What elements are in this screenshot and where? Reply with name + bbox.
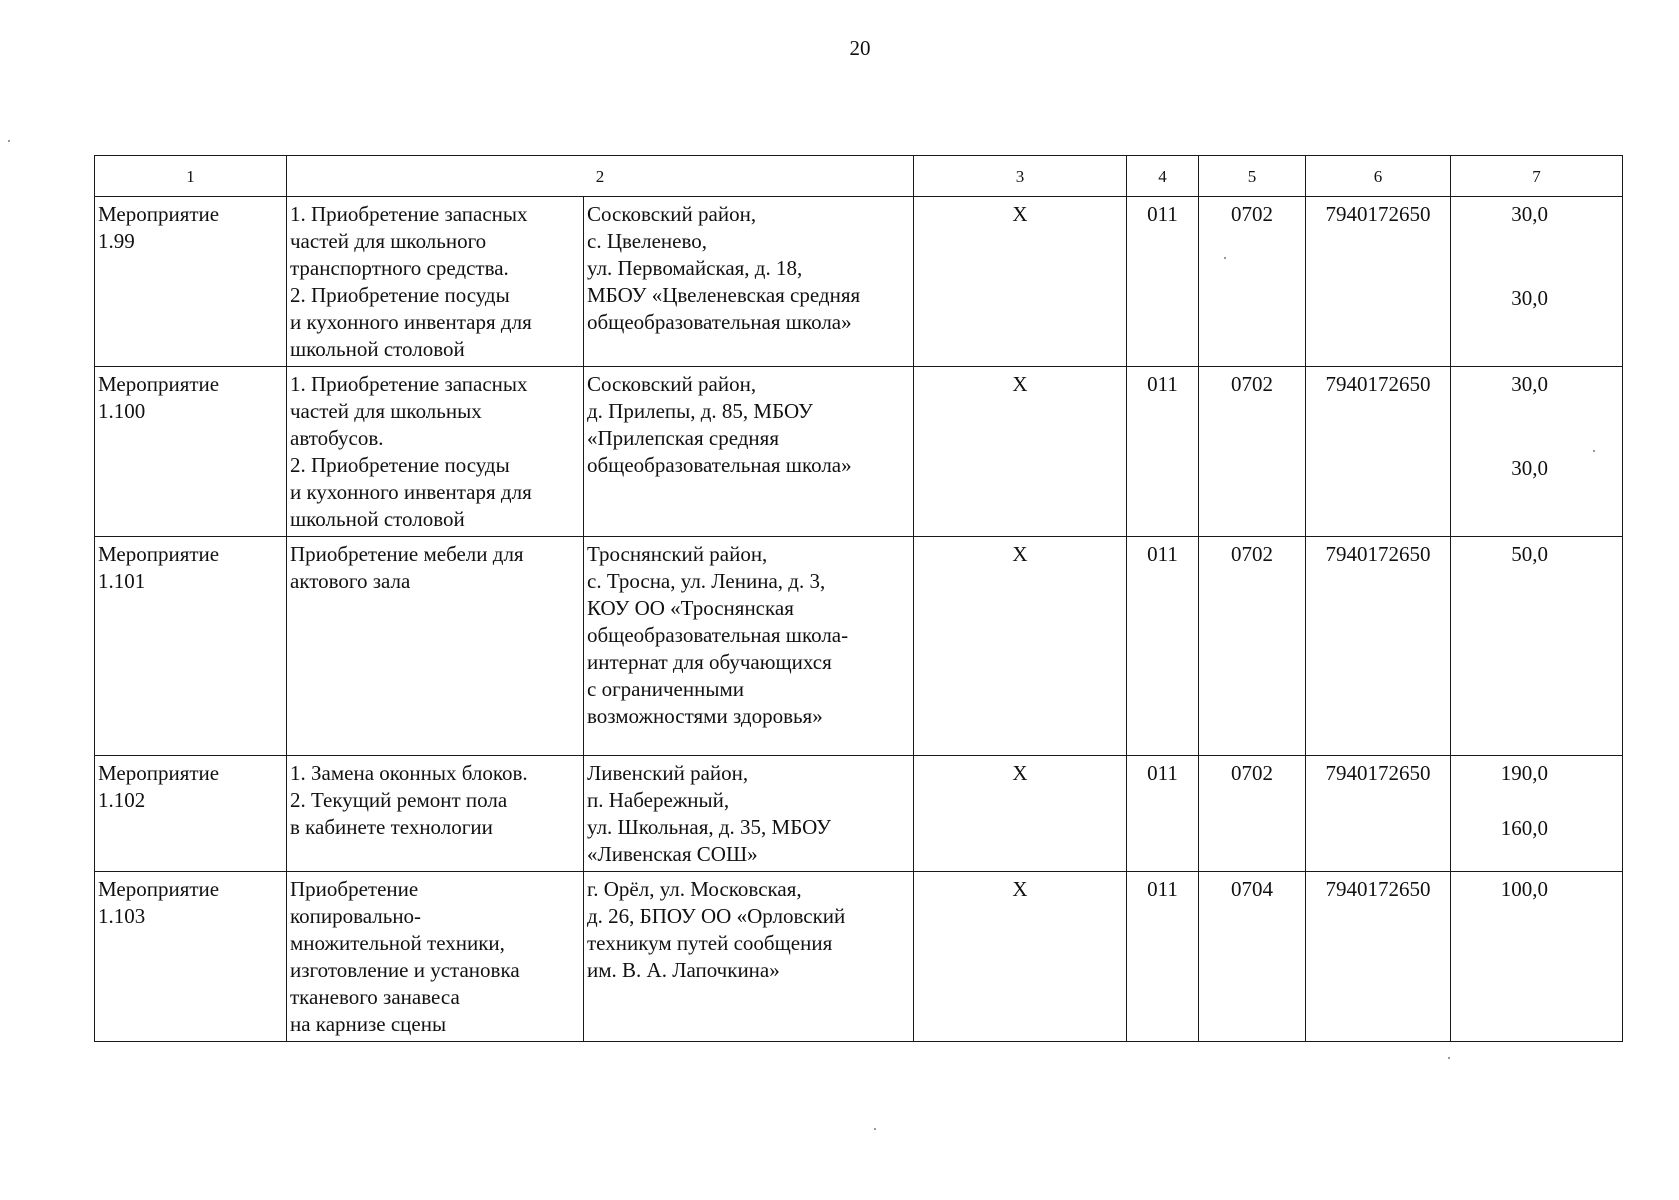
event-cell bbox=[95, 872, 287, 1042]
address-line: «Прилепская средняя bbox=[587, 426, 779, 450]
section-cell: 0704 bbox=[1199, 872, 1306, 1042]
description-line: 1. Приобретение запасных bbox=[290, 202, 528, 226]
description-line: школьной столовой bbox=[290, 507, 465, 531]
description-line: Приобретение bbox=[290, 877, 419, 901]
table-row bbox=[95, 367, 1623, 537]
description-line: 1. Приобретение запасных bbox=[290, 372, 528, 396]
description-line: копировально- bbox=[290, 904, 422, 928]
description-cell bbox=[287, 367, 584, 537]
address-cell bbox=[584, 872, 914, 1042]
event-label: Мероприятие bbox=[98, 372, 220, 396]
target-item-cell: 7940172650 bbox=[1306, 537, 1451, 756]
description-line: частей для школьных bbox=[290, 399, 482, 423]
description-line: на карнизе сцены bbox=[290, 1012, 447, 1036]
description-cell bbox=[287, 197, 584, 367]
target-item-cell: 7940172650 bbox=[1306, 756, 1451, 872]
amount-value: 30,0 bbox=[1511, 202, 1548, 226]
event-cell bbox=[95, 197, 287, 367]
header-col-4: 4 bbox=[1127, 156, 1199, 197]
description-line: и кухонного инвентаря для bbox=[290, 480, 532, 504]
code-cell: 011 bbox=[1127, 367, 1199, 537]
section-cell: 0702 bbox=[1199, 756, 1306, 872]
description-cell bbox=[287, 756, 584, 872]
mark-cell: Х bbox=[914, 537, 1127, 756]
event-cell bbox=[95, 537, 287, 756]
scan-speck bbox=[1224, 257, 1226, 259]
address-line: с. Тросна, ул. Ленина, д. 3, bbox=[587, 569, 826, 593]
amount-value: 160,0 bbox=[1500, 816, 1548, 840]
table-body bbox=[95, 197, 1623, 1042]
event-label: 1.101 bbox=[98, 569, 146, 593]
description-cell bbox=[287, 537, 584, 756]
event-label: 1.100 bbox=[98, 399, 146, 423]
scan-speck bbox=[1593, 450, 1595, 452]
table-row bbox=[95, 872, 1623, 1042]
address-line: г. Орёл, ул. Московская, bbox=[587, 877, 802, 901]
description-line: школьной столовой bbox=[290, 337, 465, 361]
table-row bbox=[95, 197, 1623, 367]
header-col-7: 7 bbox=[1451, 156, 1623, 197]
table-row bbox=[95, 537, 1623, 756]
mark-cell: Х bbox=[914, 872, 1127, 1042]
scan-speck bbox=[874, 1128, 876, 1130]
event-label: 1.99 bbox=[98, 229, 135, 253]
amount-cell bbox=[1451, 367, 1623, 537]
code-cell: 011 bbox=[1127, 197, 1199, 367]
address-line: им. В. А. Лапочкина» bbox=[587, 958, 780, 982]
header-col-1: 1 bbox=[95, 156, 287, 197]
amount-cell bbox=[1451, 537, 1623, 756]
section-cell: 0702 bbox=[1199, 367, 1306, 537]
description-line: и кухонного инвентаря для bbox=[290, 310, 532, 334]
description-line: частей для школьного bbox=[290, 229, 487, 253]
header-col-3: 3 bbox=[914, 156, 1127, 197]
section-cell: 0702 bbox=[1199, 537, 1306, 756]
address-cell bbox=[584, 537, 914, 756]
event-label: Мероприятие bbox=[98, 202, 220, 226]
address-line: д. Прилепы, д. 85, МБОУ bbox=[587, 399, 813, 423]
description-line: транспортного средства. bbox=[290, 256, 509, 280]
event-label: Мероприятие bbox=[98, 542, 220, 566]
amount-cell bbox=[1451, 872, 1623, 1042]
description-line: изготовление и установка bbox=[290, 958, 520, 982]
address-cell bbox=[584, 197, 914, 367]
section-cell: 0702 bbox=[1199, 197, 1306, 367]
address-cell bbox=[584, 367, 914, 537]
address-line: Троснянский район, bbox=[587, 542, 768, 566]
page-number: 20 bbox=[849, 36, 871, 60]
description-line: множительной техники, bbox=[290, 931, 505, 955]
header-col-2: 2 bbox=[287, 156, 914, 197]
event-cell bbox=[95, 367, 287, 537]
mark-cell: Х bbox=[914, 197, 1127, 367]
amount-value: 100,0 bbox=[1500, 877, 1548, 901]
address-line: Сосковский район, bbox=[587, 372, 757, 396]
address-line: Сосковский район, bbox=[587, 202, 757, 226]
address-line: общеобразовательная школа» bbox=[587, 310, 852, 334]
description-line: автобусов. bbox=[290, 426, 384, 450]
description-line: 2. Приобретение посуды bbox=[290, 453, 510, 477]
address-line: возможностями здоровья» bbox=[587, 704, 823, 728]
amount-value: 190,0 bbox=[1500, 761, 1548, 785]
address-line: общеобразовательная школа- bbox=[587, 623, 849, 647]
amount-value: 50,0 bbox=[1511, 542, 1548, 566]
code-cell: 011 bbox=[1127, 537, 1199, 756]
code-cell: 011 bbox=[1127, 756, 1199, 872]
description-line: 2. Приобретение посуды bbox=[290, 283, 510, 307]
event-label: 1.103 bbox=[98, 904, 146, 928]
address-line: с ограниченными bbox=[587, 677, 744, 701]
description-line: 2. Текущий ремонт пола bbox=[290, 788, 508, 812]
address-line: с. Цвеленево, bbox=[587, 229, 707, 253]
amount-cell bbox=[1451, 197, 1623, 367]
header-col-6: 6 bbox=[1306, 156, 1451, 197]
address-line: интернат для обучающихся bbox=[587, 650, 832, 674]
address-cell bbox=[584, 756, 914, 872]
address-line: КОУ ОО «Троснянская bbox=[587, 596, 794, 620]
events-table bbox=[94, 155, 1623, 1042]
target-item-cell: 7940172650 bbox=[1306, 872, 1451, 1042]
amount-value: 30,0 bbox=[1511, 456, 1548, 480]
address-line: д. 26, БПОУ ОО «Орловский bbox=[587, 904, 846, 928]
description-line: Приобретение мебели для bbox=[290, 542, 524, 566]
target-item-cell: 7940172650 bbox=[1306, 367, 1451, 537]
amount-value: 30,0 bbox=[1511, 286, 1548, 310]
description-line: тканевого занавеса bbox=[290, 985, 460, 1009]
description-line: 1. Замена оконных блоков. bbox=[290, 761, 528, 785]
event-cell bbox=[95, 756, 287, 872]
amount-cell bbox=[1451, 756, 1623, 872]
address-line: ул. Первомайская, д. 18, bbox=[587, 256, 803, 280]
event-label: Мероприятие bbox=[98, 761, 220, 785]
amount-value: 30,0 bbox=[1511, 372, 1548, 396]
code-cell: 011 bbox=[1127, 872, 1199, 1042]
address-line: ул. Школьная, д. 35, МБОУ bbox=[587, 815, 832, 839]
scan-speck bbox=[1448, 1057, 1450, 1059]
event-label: 1.102 bbox=[98, 788, 146, 812]
description-cell bbox=[287, 872, 584, 1042]
address-line: п. Набережный, bbox=[587, 788, 730, 812]
mark-cell: Х bbox=[914, 367, 1127, 537]
header-col-5: 5 bbox=[1199, 156, 1306, 197]
description-line: актового зала bbox=[290, 569, 411, 593]
table-row bbox=[95, 756, 1623, 872]
header-row bbox=[95, 156, 1623, 197]
scan-speck bbox=[8, 140, 10, 142]
address-line: МБОУ «Цвеленевская средняя bbox=[587, 283, 861, 307]
mark-cell: Х bbox=[914, 756, 1127, 872]
description-line: в кабинете технологии bbox=[290, 815, 493, 839]
event-label: Мероприятие bbox=[98, 877, 220, 901]
address-line: Ливенский район, bbox=[587, 761, 749, 785]
target-item-cell: 7940172650 bbox=[1306, 197, 1451, 367]
address-line: общеобразовательная школа» bbox=[587, 453, 852, 477]
address-line: «Ливенская СОШ» bbox=[587, 842, 758, 866]
address-line: техникум путей сообщения bbox=[587, 931, 833, 955]
